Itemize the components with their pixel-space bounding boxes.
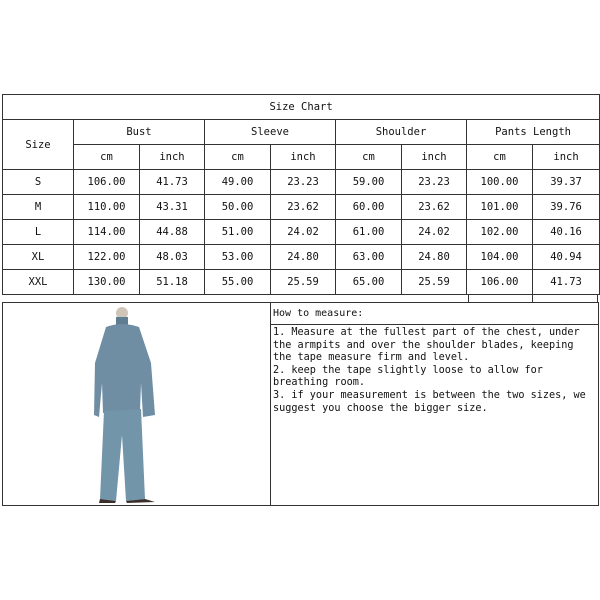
value-cell: 24.02 [402,220,467,245]
unit-header: cm [336,145,402,170]
table-row [3,195,600,220]
value-cell: 43.31 [140,195,205,220]
measure-heading: How to measure: [271,303,598,325]
value-cell: 41.73 [533,270,600,295]
value-cell: 55.00 [205,270,271,295]
chart-title: Size Chart [3,95,600,120]
value-cell: 41.73 [140,170,205,195]
unit-header: inch [140,145,205,170]
group-header-pants-length: Pants Length [467,120,600,145]
value-cell: 25.59 [271,270,336,295]
value-cell: 44.88 [140,220,205,245]
value-cell: 23.23 [271,170,336,195]
table-spacer-cells [468,294,598,302]
size-cell: S [3,170,74,195]
size-cell: XL [3,245,74,270]
value-cell: 110.00 [74,195,140,220]
group-header-sleeve: Sleeve [205,120,336,145]
value-cell: 61.00 [336,220,402,245]
value-cell: 50.00 [205,195,271,220]
table-row [3,270,600,295]
unit-header: cm [74,145,140,170]
bottom-panel [2,302,599,506]
size-header: Size [3,120,74,170]
value-cell: 51.00 [205,220,271,245]
size-chart-table [2,94,600,295]
value-cell: 24.02 [271,220,336,245]
measure-step: 1. Measure at the fullest part of the chest, under the armpits and over the shoulder blades, keeping the tape measure firm and level. [273,327,580,364]
value-cell: 104.00 [467,245,533,270]
value-cell: 40.94 [533,245,600,270]
value-cell: 24.80 [402,245,467,270]
value-cell: 100.00 [467,170,533,195]
value-cell: 102.00 [467,220,533,245]
table-row [3,220,600,245]
value-cell: 65.00 [336,270,402,295]
value-cell: 48.03 [140,245,205,270]
unit-header: inch [533,145,600,170]
value-cell: 39.37 [533,170,600,195]
value-cell: 130.00 [74,270,140,295]
value-cell: 24.80 [271,245,336,270]
group-header-shoulder: Shoulder [336,120,467,145]
value-cell: 51.18 [140,270,205,295]
model-illustration [3,303,270,505]
size-cell: XXL [3,270,74,295]
value-cell: 23.23 [402,170,467,195]
value-cell: 59.00 [336,170,402,195]
table-row [3,245,600,270]
value-cell: 53.00 [205,245,271,270]
value-cell: 106.00 [467,270,533,295]
value-cell: 114.00 [74,220,140,245]
measure-instructions [271,303,598,505]
unit-header: cm [205,145,271,170]
value-cell: 23.62 [271,195,336,220]
value-cell: 49.00 [205,170,271,195]
measure-step: 3. if your measurement is between the two sizes, we suggest you choose the bigger size. [273,389,586,414]
size-cell: M [3,195,74,220]
value-cell: 63.00 [336,245,402,270]
table-row [3,170,600,195]
value-cell: 23.62 [402,195,467,220]
value-cell: 106.00 [74,170,140,195]
unit-header: inch [271,145,336,170]
value-cell: 25.59 [402,270,467,295]
measure-step: 2. keep the tape slightly loose to allow for breathing room. [273,364,543,389]
product-photo [3,303,271,505]
unit-header: inch [402,145,467,170]
value-cell: 40.16 [533,220,600,245]
value-cell: 122.00 [74,245,140,270]
size-cell: L [3,220,74,245]
value-cell: 101.00 [467,195,533,220]
group-header-bust: Bust [74,120,205,145]
value-cell: 60.00 [336,195,402,220]
unit-header: cm [467,145,533,170]
value-cell: 39.76 [533,195,600,220]
